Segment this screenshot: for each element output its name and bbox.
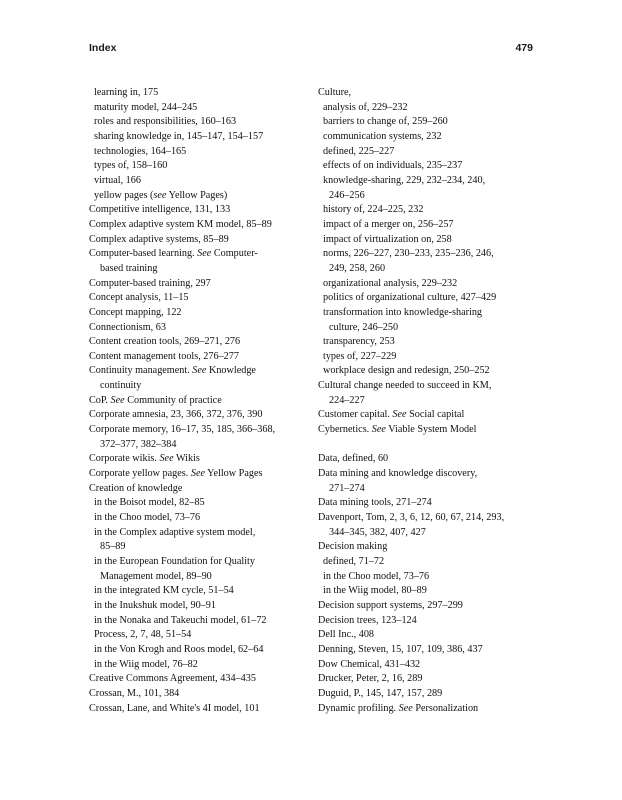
index-entry: Complex adaptive systems, 85–89: [89, 233, 229, 245]
index-subentry: communication systems, 232: [323, 130, 442, 142]
index-entry-continuation: 246–256: [329, 189, 365, 201]
index-subentry: defined, 225–227: [323, 145, 395, 157]
index-column-left: [89, 86, 304, 716]
see-reference: See: [392, 409, 407, 421]
index-column-right: [318, 86, 544, 716]
running-header-title: Index: [89, 42, 117, 54]
index-entry: Crossan, Lane, and White's 4I model, 101: [89, 702, 260, 714]
index-entry: Dow Chemical, 431–432: [318, 658, 421, 670]
index-subentry: norms, 226–227, 230–233, 235–236, 246,: [323, 248, 494, 260]
index-entry: Content creation tools, 269–271, 276: [89, 336, 241, 348]
see-reference: See: [110, 394, 125, 406]
index-entry-continuation: based training: [100, 262, 158, 274]
index-subentry: learning in, 175: [94, 87, 159, 98]
see-reference: See: [371, 424, 386, 436]
index-entry: Content management tools, 276–277: [89, 350, 239, 362]
entry-target: Knowledge: [206, 365, 256, 377]
entry-text: Customer capital.: [318, 409, 393, 421]
entry-text: Continuity management.: [89, 365, 193, 377]
index-entry: Decision support systems, 297–299: [318, 599, 463, 611]
index-subentry: in the Boisot model, 82–85: [94, 497, 205, 509]
index-subentry: in the Choo model, 73–76: [94, 512, 201, 524]
index-entry: Concept mapping, 122: [89, 306, 182, 318]
index-subentry: defined, 71–72: [323, 555, 385, 567]
index-subentry: impact of a merger on, 256–257: [323, 218, 454, 230]
index-entry-continuation: Management model, 89–90: [100, 570, 212, 582]
index-entry-continuation: 271–274: [329, 482, 365, 494]
index-subentry: impact of virtualization on, 258: [323, 233, 452, 245]
index-entry-continuation: 344–345, 382, 407, 427: [329, 526, 426, 538]
index-entry-continuation: 85–89: [100, 541, 126, 553]
index-subentry: history of, 224–225, 232: [323, 204, 424, 216]
index-entry-continuation: culture, 246–250: [329, 321, 399, 333]
entry-text: Dynamic profiling.: [318, 702, 399, 714]
index-entry: Decision trees, 123–124: [318, 614, 417, 626]
index-entry: [89, 247, 304, 262]
index-subentry: [89, 189, 304, 204]
index-subentry: in the Wiig model, 76–82: [94, 658, 198, 670]
index-entry: Data mining and knowledge discovery,: [318, 468, 478, 480]
index-entry: Cultural change needed to succeed in KM,: [318, 380, 492, 392]
entry-target: Personalization: [412, 702, 479, 714]
see-reference: See: [398, 702, 413, 714]
index-subentry: maturity model, 244–245: [94, 101, 198, 113]
index-entry: [318, 423, 544, 438]
see-reference: See: [197, 248, 212, 260]
index-subentry: in the Wiig model, 80–89: [323, 585, 427, 597]
entry-target: Wikis: [173, 453, 200, 465]
index-subentry: in the European Foundation for Quality: [94, 556, 255, 567]
index-subentry: workplace design and redesign, 250–252: [323, 365, 490, 377]
index-entry: Creation of knowledge: [89, 482, 183, 494]
index-subentry: in the Von Krogh and Roos model, 62–64: [94, 643, 264, 655]
index-entry: Data mining tools, 271–274: [318, 497, 432, 509]
index-entry-continuation: 224–227: [329, 394, 365, 406]
index-subentry: in the integrated KM cycle, 51–54: [94, 585, 234, 597]
entry-text: Corporate yellow pages.: [89, 468, 191, 480]
index-subentry: in the Complex adaptive system model,: [94, 526, 256, 538]
index-entry: Davenport, Tom, 2, 3, 6, 12, 60, 67, 214, 293,: [318, 512, 505, 524]
index-subentry: analysis of, 229–232: [323, 101, 408, 113]
letter-group-gap: [318, 438, 544, 453]
entry-text: CoP.: [89, 394, 111, 406]
index-entry: Duguid, P., 145, 147, 157, 289: [318, 687, 443, 699]
index-entry-continuation: 249, 258, 260: [329, 262, 386, 274]
index-entry-continuation: continuity: [100, 380, 142, 392]
index-subentry: virtual, 166: [94, 174, 141, 186]
index-entry: Dell Inc., 408: [318, 629, 375, 641]
page-number: 479: [515, 42, 533, 54]
index-entry: Corporate memory, 16–17, 35, 185, 366–368,: [89, 424, 276, 436]
index-subentry: technologies, 164–165: [94, 145, 187, 157]
index-entry: Competitive intelligence, 131, 133: [89, 204, 231, 216]
running-header: [89, 42, 533, 56]
index-entry: Connectionism, 63: [89, 321, 166, 333]
index-entry: Culture,: [318, 87, 352, 98]
index-entry: Data, defined, 60: [318, 453, 389, 465]
index-entry: Denning, Steven, 15, 107, 109, 386, 437: [318, 643, 483, 655]
see-reference: See: [192, 365, 207, 377]
index-entry: Drucker, Peter, 2, 16, 289: [318, 673, 423, 685]
index-entry: [318, 408, 544, 423]
entry-text: Corporate wikis.: [89, 453, 160, 465]
index-subentry: transformation into knowledge-sharing: [323, 306, 483, 318]
index-entry: Decision making: [318, 541, 388, 553]
entry-target: Yellow Pages): [166, 189, 228, 201]
index-subentry: transparency, 253: [323, 336, 395, 348]
entry-target: Community of practice: [124, 394, 222, 406]
index-subentry: barriers to change of, 259–260: [323, 116, 448, 128]
index-subentry: in the Choo model, 73–76: [323, 570, 430, 582]
index-entry: Creative Commons Agreement, 434–435: [89, 673, 256, 685]
entry-target: Computer-: [211, 248, 258, 260]
entry-target: Viable System Model: [385, 424, 477, 436]
index-entry: [318, 702, 544, 717]
index-entry: [89, 452, 304, 467]
index-subentry: types of, 227–229: [323, 350, 397, 362]
index-entry: [89, 394, 304, 409]
index-subentry: types of, 158–160: [94, 160, 168, 172]
index-entry: Corporate amnesia, 23, 366, 372, 376, 390: [89, 409, 263, 421]
entry-text: Cybernetics.: [318, 424, 372, 436]
index-subentry: knowledge-sharing, 229, 232–234, 240,: [323, 174, 486, 186]
see-reference: See: [190, 468, 205, 480]
index-entry: Concept analysis, 11–15: [89, 292, 189, 304]
index-entry: [89, 364, 304, 379]
entry-text: Computer-based learning.: [89, 248, 198, 260]
index-subentry: in the Nonaka and Takeuchi model, 61–72: [94, 614, 267, 626]
index-subentry: politics of organizational culture, 427–429: [323, 292, 497, 304]
entry-text: yellow pages (: [94, 189, 154, 201]
index-entry-continuation: 372–377, 382–384: [100, 438, 177, 450]
index-entry: [89, 467, 304, 482]
index-entry: Crossan, M., 101, 384: [89, 687, 180, 699]
index-subentry: effects of on individuals, 235–237: [323, 160, 463, 172]
index-entry: Computer-based training, 297: [89, 277, 211, 289]
index-entry: Complex adaptive system KM model, 85–89: [89, 218, 272, 230]
see-reference: See: [159, 453, 174, 465]
index-subentry: sharing knowledge in, 145–147, 154–157: [94, 130, 264, 142]
entry-target: Yellow Pages: [205, 468, 263, 480]
entry-target: Social capital: [406, 409, 465, 421]
index-subentry: roles and responsibilities, 160–163: [94, 116, 237, 128]
index-subentry: in the Inukshuk model, 90–91: [94, 599, 216, 611]
index-subentry: Process, 2, 7, 48, 51–54: [94, 629, 192, 641]
index-subentry: organizational analysis, 229–232: [323, 277, 458, 289]
see-reference: see: [153, 189, 167, 201]
